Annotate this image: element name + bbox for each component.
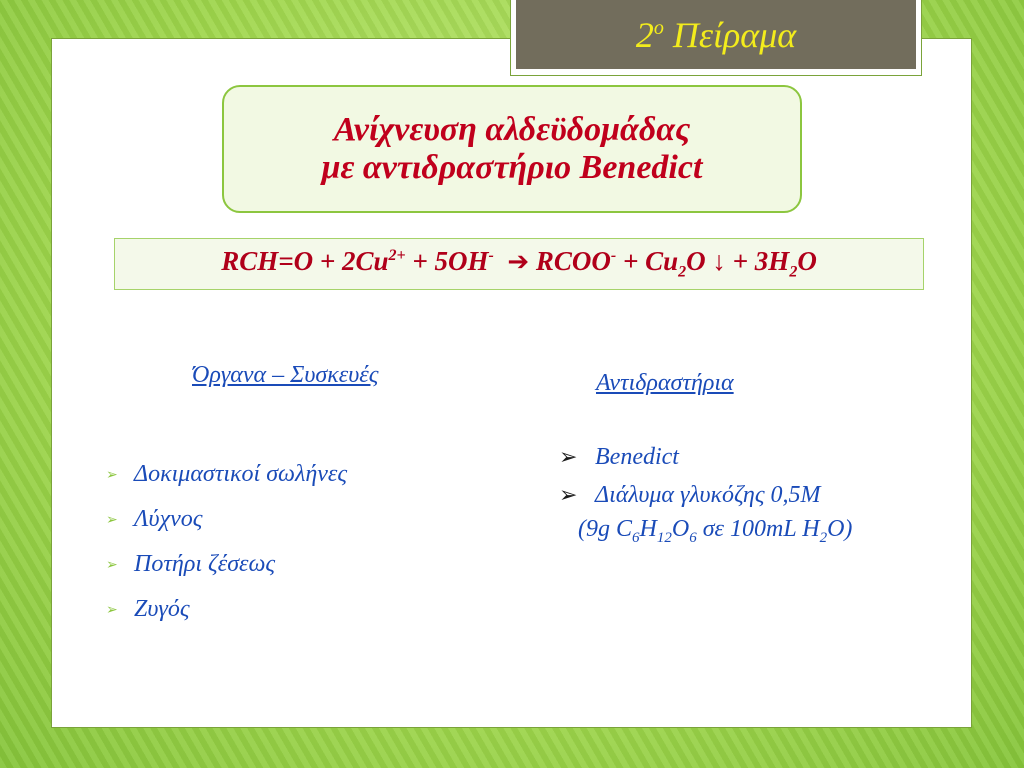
slide-title [635, 14, 797, 55]
title-tab [510, 0, 922, 76]
equipment-item: Λύχνος [134, 506, 203, 532]
eq-reactant-2: + 5OH [405, 246, 489, 277]
formula-part: H [639, 516, 657, 542]
glucose-solution-formula [578, 516, 852, 547]
reagents-list [559, 438, 821, 514]
eq-h2o-subscript: 2 [789, 263, 798, 281]
eq-product-2: + Cu [616, 246, 679, 277]
formula-subscript: 2 [819, 529, 828, 546]
list-item [106, 587, 347, 632]
reagent-item: Διάλυμα γλυκόζης 0,5M [595, 481, 821, 508]
eq-oh-charge: - [488, 247, 494, 265]
formula-subscript: 12 [656, 529, 672, 546]
eq-product-3: O ↓ + 3H [686, 246, 790, 277]
equation-box [114, 238, 924, 290]
equipment-item: Ζυγός [134, 596, 190, 622]
formula-part: (9g C [578, 516, 632, 542]
list-item [106, 452, 347, 497]
eq-reactant-1: RCH=O + 2Cu [221, 246, 389, 277]
reagent-item: Benedict [595, 443, 679, 470]
formula-part: O) [827, 516, 853, 542]
formula-subscript: 6 [689, 529, 697, 546]
equipment-heading: Όργανα – Συσκευές [192, 362, 379, 388]
equipment-list [106, 452, 347, 632]
reaction-equation [221, 246, 817, 281]
list-item [106, 497, 347, 542]
subtitle-box [222, 85, 802, 213]
arrow-right-icon: ➔ [507, 247, 530, 278]
eq-rcoo-charge: - [610, 247, 617, 265]
formula-subscript: 6 [632, 529, 640, 546]
arrow-bullet-icon: ➢ [559, 482, 578, 508]
arrow-bullet-icon: ➢ [106, 601, 118, 618]
list-item [106, 542, 347, 587]
title-ordinal: ο [653, 16, 664, 39]
title-banner [516, 0, 916, 69]
list-item [559, 476, 821, 514]
eq-cu2o-subscript: 2 [678, 263, 687, 281]
eq-cu-charge: 2+ [388, 247, 406, 265]
arrow-bullet-icon: ➢ [106, 466, 118, 483]
eq-product-1: RCOO [535, 246, 611, 277]
equipment-item: Ποτήρι ζέσεως [134, 551, 276, 577]
formula-part: σε 100mL H [696, 516, 820, 542]
title-number: 2 [635, 14, 654, 55]
arrow-bullet-icon: ➢ [106, 511, 118, 528]
equipment-item: Δοκιμαστικοί σωλήνες [134, 461, 348, 487]
formula-part: O [671, 516, 690, 542]
arrow-bullet-icon: ➢ [559, 444, 578, 470]
list-item [559, 438, 821, 476]
eq-product-4: O [797, 246, 817, 277]
arrow-bullet-icon: ➢ [106, 556, 118, 573]
reagents-heading: Αντιδραστήρια [596, 370, 734, 396]
subtitle-line-1: Ανίχνευση αλδεϋδομάδας [333, 111, 691, 148]
title-text: Πείραμα [672, 14, 797, 55]
subtitle-line-2: με αντιδραστήριο Benedict [321, 149, 703, 186]
